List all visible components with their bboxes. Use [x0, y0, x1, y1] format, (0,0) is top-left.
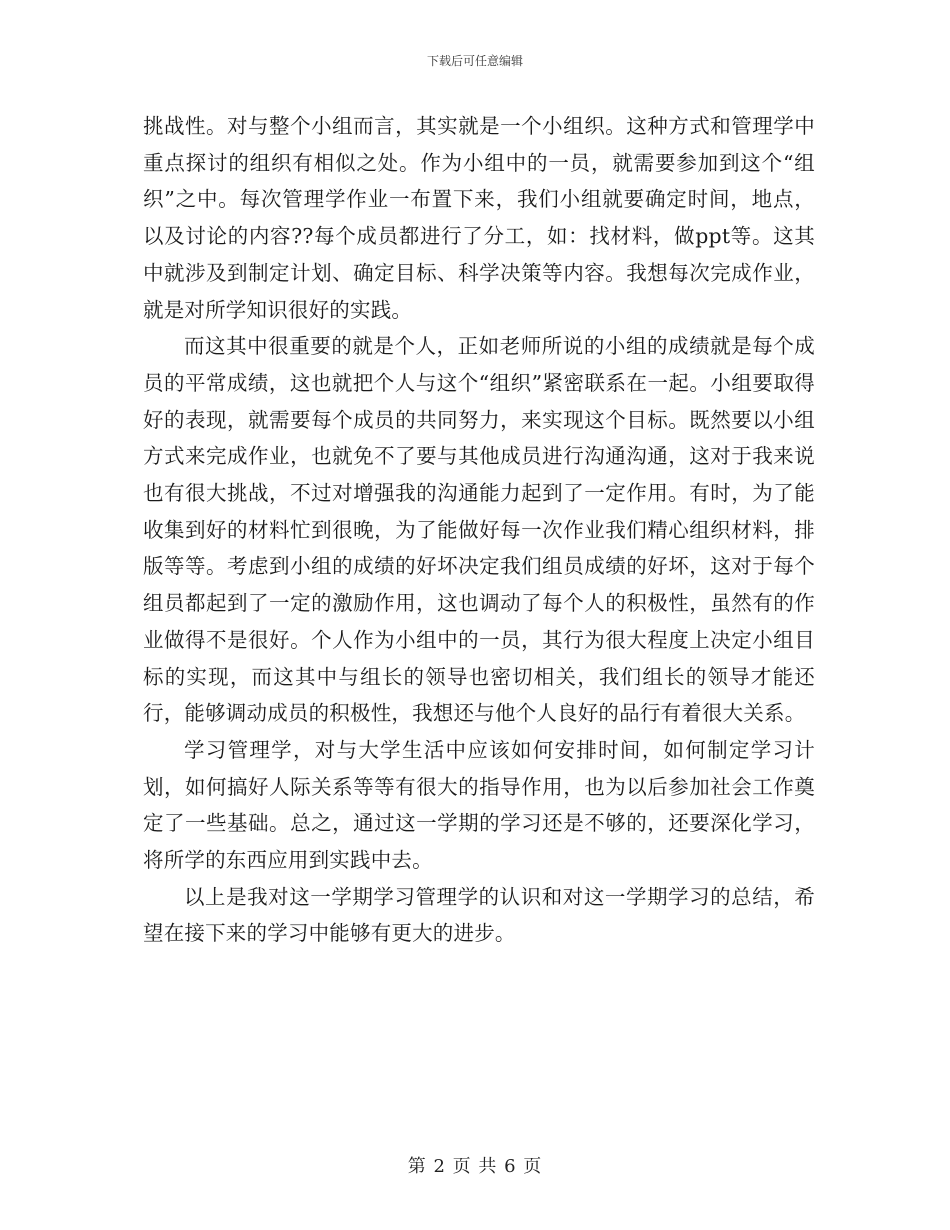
document-body [143, 108, 815, 952]
paragraph-2: 而这其中很重要的就是个人，正如老师所说的小组的成绩就是每个成员的平常成绩，这也就把个人与这个“组织”紧密联系在一起。小组要取得好的表现，就需要每个成员的共同努力，来实现这个目标。既然要以小组方式来完成作业，也就免不了要与其他成员进行沟通沟通，这对于我来说也有很大挑战，不过对增强我的沟通能力起到了一定作用。有时，为了能收集到好的材料忙到很晚，为了能做好每一次作业我们精心组织材料，排版等等。考虑到小组的成绩的好坏决定我们组员成绩的好坏，这对于每个组员都起到了一定的激励作用，这也调动了每个人的积极性，虽然有的作业做得不是很好。个人作为小组中的一员，其行为很大程度上决定小组目标的实现，而这其中与组长的领导也密切相关，我们组长的领导才能还行，能够调动成员的积极性，我想还与他个人良好的品行有着很大关系。 [143, 334, 815, 726]
paragraph-3: 学习管理学，对与大学生活中应该如何安排时间，如何制定学习计划，如何搞好人际关系等等有很大的指导作用，也为以后参加社会工作奠定了一些基础。总之，通过这一学期的学习还是不够的，还要深化学习，将所学的东西应用到实践中去。 [143, 737, 815, 873]
paragraph-4: 以上是我对这一学期学习管理学的认识和对这一学期学习的总结，希望在接下来的学习中能够有更大的进步。 [143, 884, 815, 946]
page-footer: 第 2 页 共 6 页 [407, 1156, 543, 1177]
paragraph-1: 挑战性。对与整个小组而言，其实就是一个小组织。这种方式和管理学中重点探讨的组织有相似之处。作为小组中的一员，就需要参加到这个“组织”之中。每次管理学作业一布置下来，我们小组就要确定时间，地点，以及讨论的内容??每个成员都进行了分工，如：找材料，做ppt等。这其中就涉及到制定计划、确定目标、科学决策等内容。我想每次完成作业，就是对所学知识很好的实践。 [143, 114, 815, 322]
page-header: 下载后可任意编辑 [426, 54, 523, 68]
